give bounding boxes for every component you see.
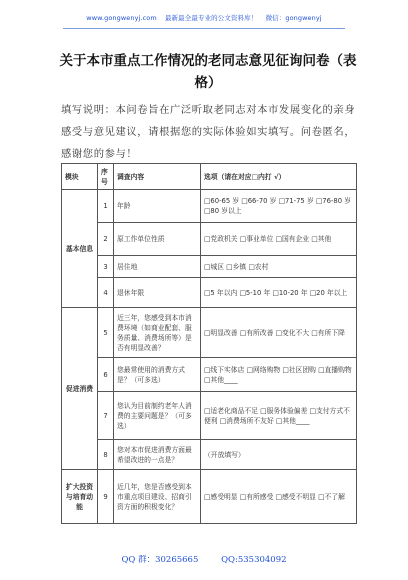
table-row xyxy=(62,278,357,308)
question-text: 近三年，您感受到本市消费环境（如商业配套、服务质量、消费场所等）是否有明显改善？ xyxy=(114,308,201,358)
row-number: 4 xyxy=(98,278,114,308)
header-number: 序号 xyxy=(98,164,114,190)
question-text: 您对本市促进消费方面最希望改进的一点是？ xyxy=(114,440,201,470)
section-consumption: 促进消费 xyxy=(62,308,98,470)
question-text: 您认为目前制约老年人消费的主要问题是？（可多选） xyxy=(114,392,201,440)
question-text: 原工作单位性质 xyxy=(114,223,201,256)
question-text: 退休年限 xyxy=(114,278,201,308)
options-text[interactable]: □60-65 岁 □66-70 岁 □71-75 岁 □76-80 岁 □80 岁以上 xyxy=(201,190,357,223)
header-options: 选项（请在对应□内打 √） xyxy=(201,164,357,190)
row-number: 8 xyxy=(98,440,114,470)
options-text[interactable]: （开放填写） xyxy=(201,440,357,470)
options-text[interactable]: □党政机关 □事业单位 □国有企业 □其他 xyxy=(201,223,357,256)
slogan-text: 最新最全最专业的公文资料库！ xyxy=(164,14,258,22)
document-title: 关于本市重点工作情况的老同志意见征询问卷（表格） xyxy=(59,53,357,91)
table-row xyxy=(62,223,357,256)
footer-contacts xyxy=(0,553,408,565)
survey-table xyxy=(61,163,357,524)
row-number: 3 xyxy=(98,256,114,278)
section-investment: 扩大投资与培育动能 xyxy=(62,470,98,524)
options-text[interactable]: □感受明显 □有所感受 □感受不明显 □不了解 xyxy=(201,470,357,524)
row-number: 5 xyxy=(98,308,114,358)
question-text: 您最常使用的消费方式是？（可多选） xyxy=(114,358,201,392)
table-header-row xyxy=(62,164,357,190)
table-row xyxy=(62,392,357,440)
instructions-paragraph: 填写说明：本问卷旨在广泛听取老同志对本市发展变化的亲身感受与意见建议，请根据您的实际体验如实填写。问卷匿名，感谢您的参与！ xyxy=(61,104,356,160)
table-row xyxy=(62,256,357,278)
options-text[interactable]: □5 年以内 □5-10 年 □10-20 年 □20 年以上 xyxy=(201,278,357,308)
top-banner xyxy=(0,13,408,22)
options-text[interactable]: □城区 □乡镇 □农村 xyxy=(201,256,357,278)
row-number: 1 xyxy=(98,190,114,223)
question-text: 居住地 xyxy=(114,256,201,278)
table-row xyxy=(62,470,357,524)
row-number: 7 xyxy=(98,392,114,440)
section-basic-info: 基本信息 xyxy=(62,190,98,308)
options-text[interactable]: □线下实体店 □网络购物 □社区团购 □直播购物 □其他____ xyxy=(201,358,357,392)
site-link[interactable]: www.gongwenyj.com xyxy=(86,14,157,22)
header-module: 模块 xyxy=(62,164,98,190)
table-row xyxy=(62,308,357,358)
question-text: 近几年，您是否感受到本市重点项目建设、招商引资方面的积极变化？ xyxy=(114,470,201,524)
row-number: 9 xyxy=(98,470,114,524)
header-content: 调查内容 xyxy=(114,164,201,190)
question-text: 年龄 xyxy=(114,190,201,223)
wechat-text: 微信：gongwenyj xyxy=(265,14,322,22)
row-number: 6 xyxy=(98,358,114,392)
qq-text: QQ:535304092 xyxy=(221,555,287,565)
row-number: 2 xyxy=(98,223,114,256)
options-text[interactable]: □适老化商品不足 □服务体验偏差 □支付方式不便利 □消费场所不友好 □其他____ xyxy=(201,392,357,440)
qq-group-text: QQ 群：30265665 xyxy=(121,555,199,565)
header-rule xyxy=(63,28,345,29)
options-text[interactable]: □明显改善 □有所改善 □变化不大 □有所下降 xyxy=(201,308,357,358)
table-row xyxy=(62,358,357,392)
table-row xyxy=(62,190,357,223)
table-row xyxy=(62,440,357,470)
